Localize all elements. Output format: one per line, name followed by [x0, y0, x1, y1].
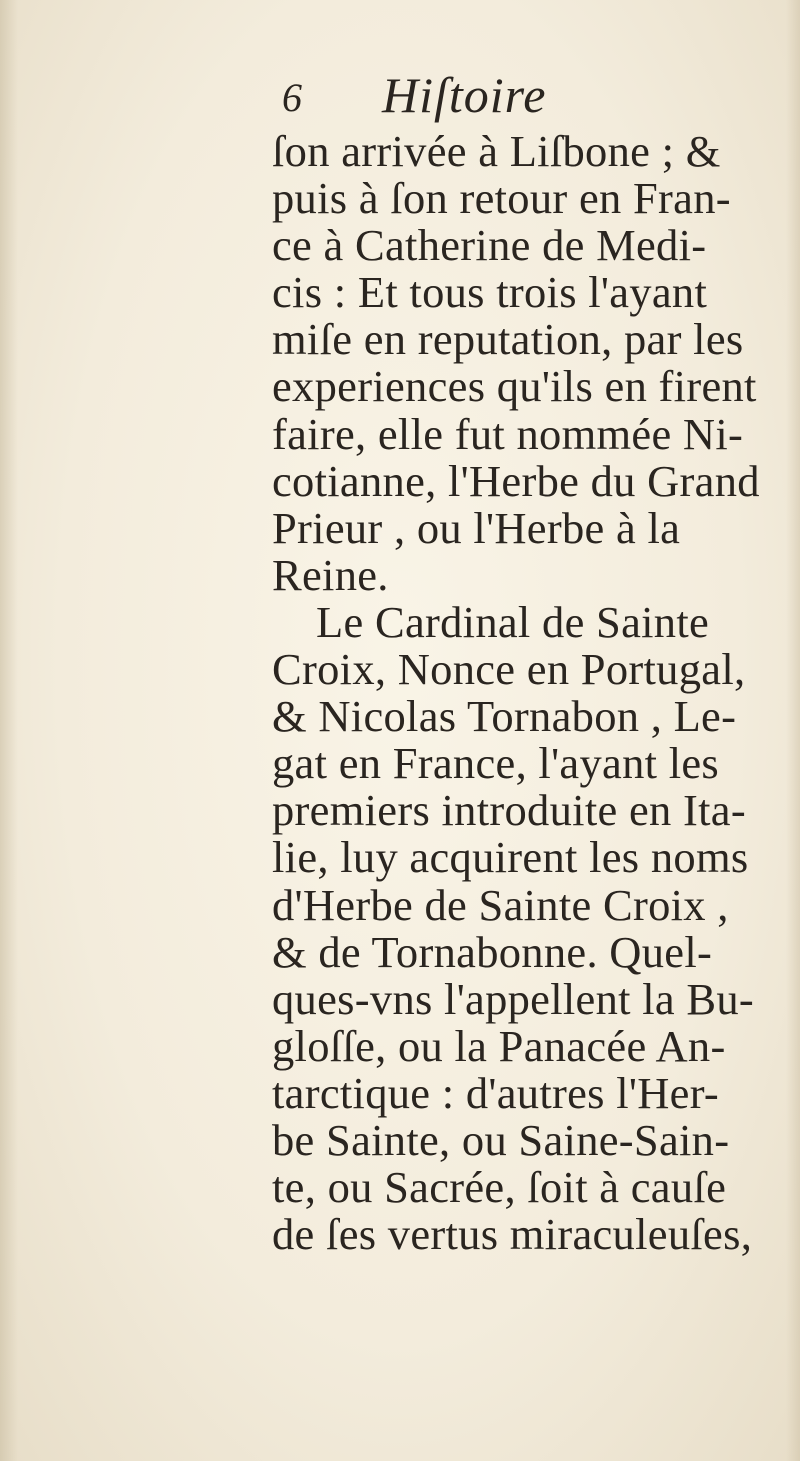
text-line: faire, elle fut nommée Ni- — [272, 408, 744, 459]
text-line: gat en France, l'ayant les — [272, 738, 720, 789]
text-line: Prieur , ou l'Herbe à la — [272, 502, 681, 553]
body-text — [272, 128, 792, 1258]
text-line: cotianne, l'Herbe du Grand — [272, 455, 760, 506]
running-title: Hiſtoire — [382, 67, 547, 123]
text-line: & Nicolas Tornabon , Le- — [272, 691, 737, 742]
text-line: ſon arrivée à Liſbone ; & — [272, 126, 721, 176]
text-line: & de Tornabonne. Quel- — [272, 926, 713, 977]
text-line: ce à Catherine de Medi- — [272, 220, 707, 271]
page-number: 6 — [282, 75, 302, 120]
text-line: gloſſe, ou la Panacée An- — [272, 1020, 726, 1071]
text-line: ques-vns l'appellent la Bu- — [272, 973, 755, 1024]
text-line: Reine. — [272, 549, 389, 600]
text-line: puis à ſon retour en Fran- — [272, 173, 731, 224]
page-left-edge — [0, 0, 18, 1461]
text-line: miſe en reputation, par les — [272, 314, 744, 365]
text-line: lie, luy acquirent les noms — [272, 832, 749, 883]
text-line: experiences qu'ils en firent — [272, 361, 757, 412]
page-header — [282, 67, 702, 130]
text-line: d'Herbe de Sainte Croix , — [272, 879, 729, 930]
text-line: tarctique : d'autres l'Her- — [272, 1067, 720, 1118]
text-line: be Sainte, ou Saine-Sain- — [272, 1114, 730, 1165]
text-line: de ſes vertus miraculeuſes, — [272, 1209, 753, 1260]
text-line: premiers introduite en Ita- — [272, 785, 746, 836]
text-line: cis : Et tous trois l'ayant — [272, 267, 708, 318]
paragraph-first-line: Le Cardinal de Sainte — [316, 596, 710, 647]
text-line: Croix, Nonce en Portugal, — [272, 644, 746, 695]
text-line: te, ou Sacrée, ſoit à cauſe — [272, 1162, 727, 1213]
